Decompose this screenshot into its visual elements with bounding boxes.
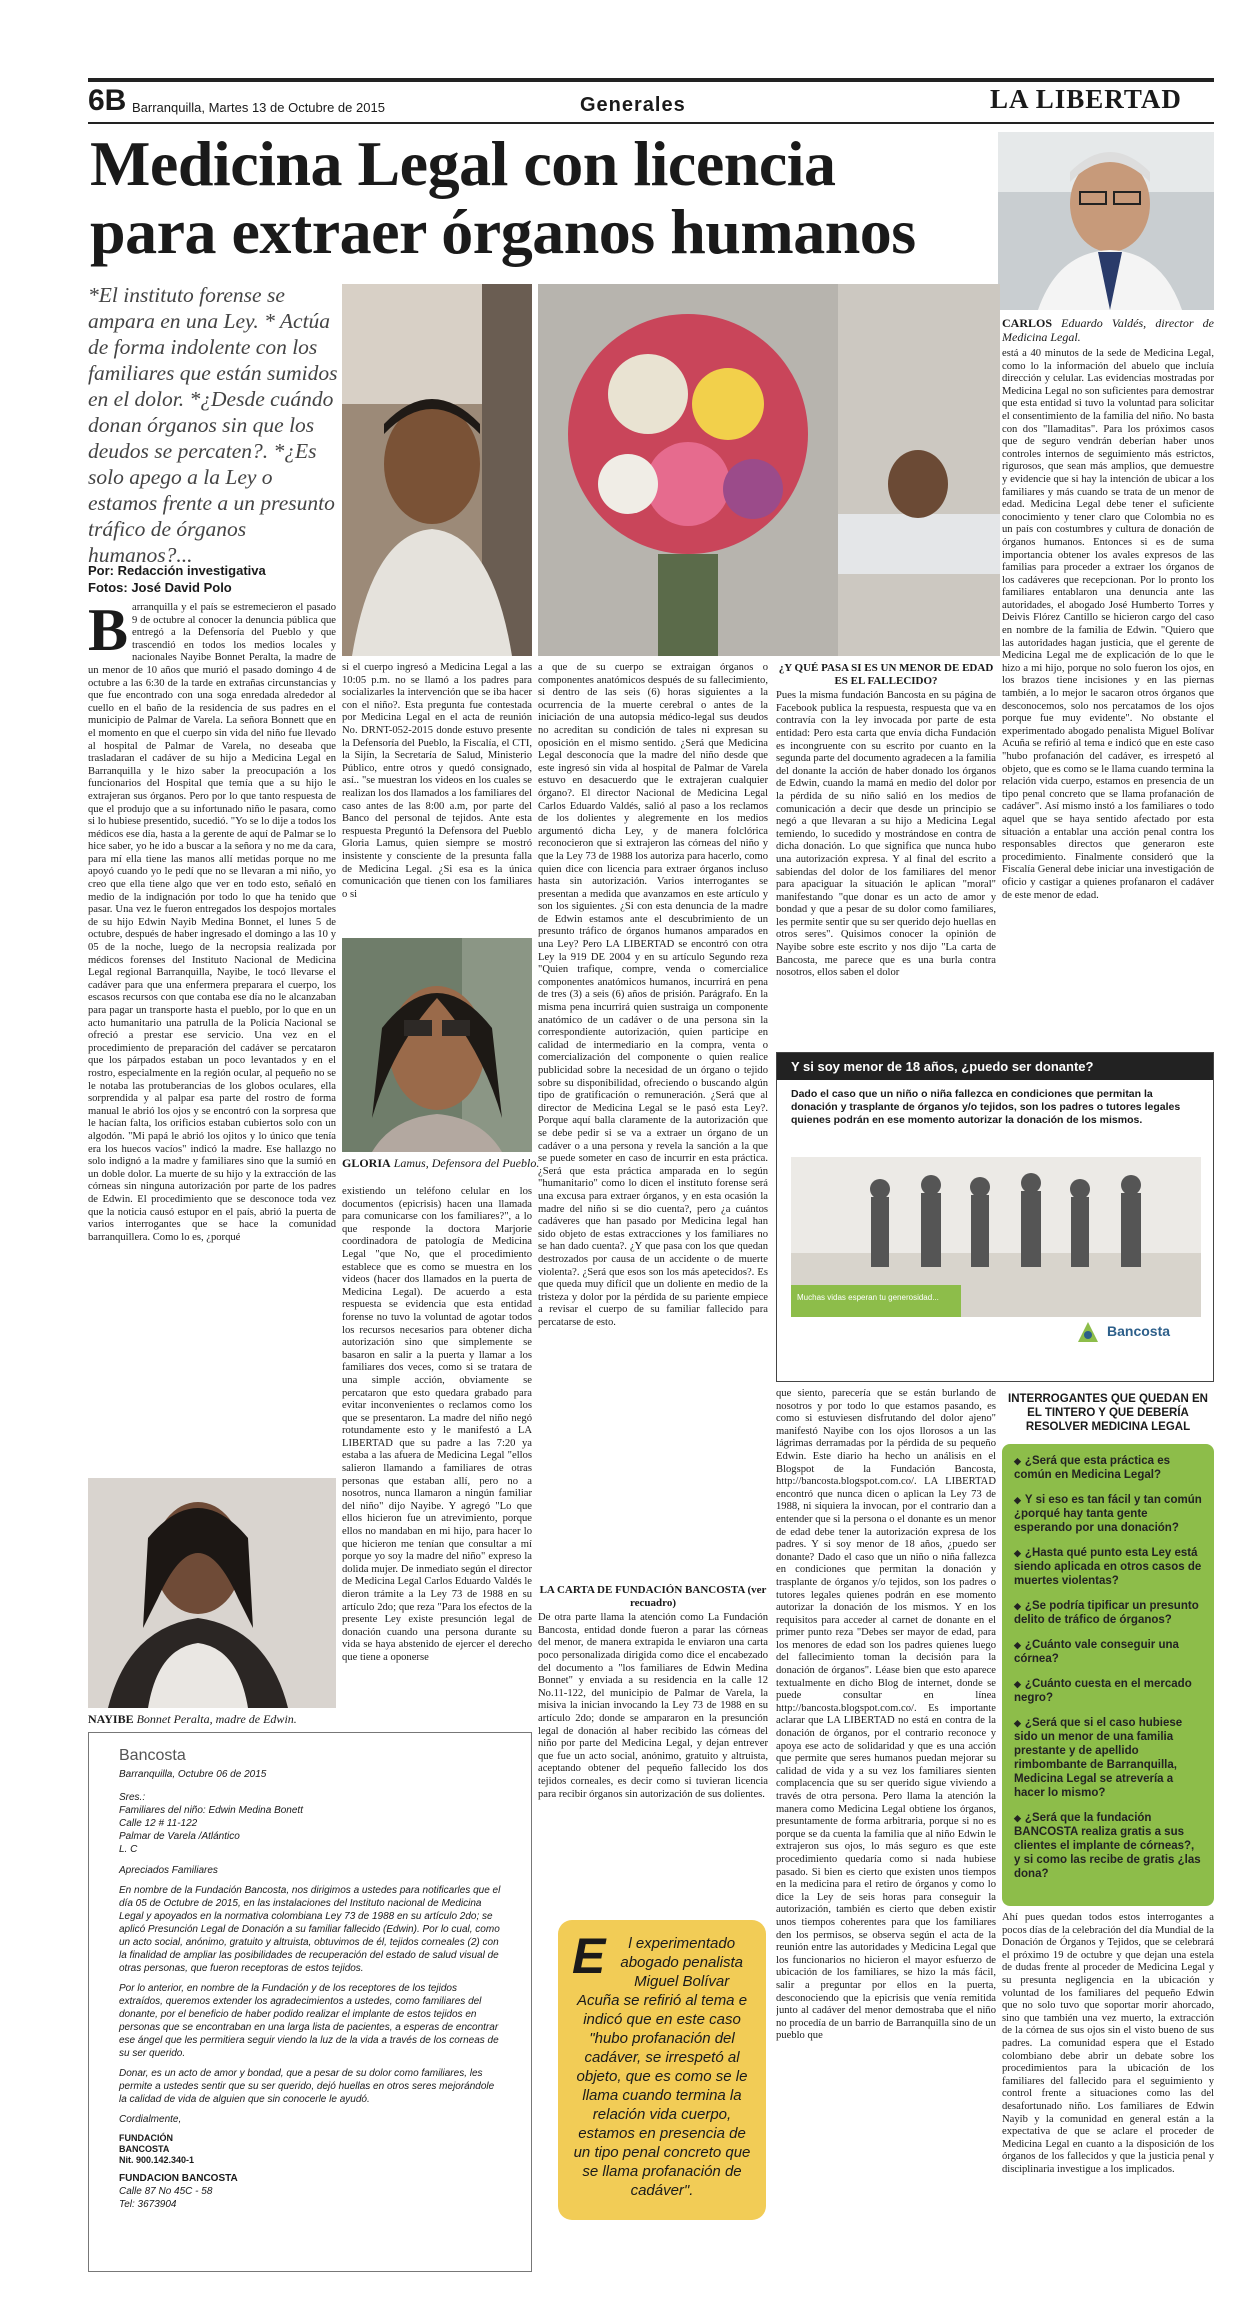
bancosta-letter [88,1732,532,2272]
letter-address-line: L. C [119,1844,138,1855]
sidebar-question: ◆ ¿Cuánto cuesta en el mercado negro? [1014,1677,1202,1705]
bancosta-ad-title: Y si soy menor de 18 años, ¿puedo ser donante? [777,1053,1213,1080]
sidebar-question: ◆ ¿Hasta qué punto esta Ley está siendo aplicada en otros casos de muertes violentas? [1014,1546,1202,1588]
article-column-1 [88,602,336,1474]
letter-address [119,1791,501,1856]
bancosta-logo: Bancosta [1107,1323,1171,1339]
photo-carlos-valdes [998,132,1214,310]
article-column-3-text: a que de su cuerpo se extraigan órganos o componentes anatómicos después de su fallecimiento, si dentro de las seis (6) horas siguientes a la ocurrencia de la muerte cerebral o antes de la iniciación de una autopsia médico-legal sus deudos no acreditan su condición de tales ni expresan su oposición en el mismo sentido. ¿Será que Medicina Legal desconocía que la madre del niño desde que este ingresó sin vida al hospital de Palmar de Varela estuvo en desacuerdo que le extrajeran cualquier órgano?. El director Nacional de Medicina Legal Carlos Eduardo Valdés, salió al paso a los reclamos de los dolientes y alegremente en los medios argumentó dicha Ley, y de manera folclórica reconocieron que si extrajeron las córneas del niño y que la Ley 73 de 1988 los autoriza para hacerlo, como quien dice con licencia para extraer órganos incluso hasta sin autorización. Varios interrogantes se presentan a medida que avanzamos en este artículo y son los siguientes. ¿Si con esta denuncia de la madre de Edwin estamos ante el descubrimiento de un presunto tráfico de órganos humanos amparados en una Ley? Pero LA LIBERTAD se encontró con otra Ley la 919 DE 2004 y en su artículo Segundo reza "Quien trafique, compre, venda o comercialice componentes anatómicos humanos, incurrirá en pena de tres (3) a seis (6) años de prisión. Parágrafo. En la misma pena incurrirá quien sustraiga un componente anatómico de un cadáver o de una persona sin la correspondiente autorización, quien participe en calidad de intermediario en la compra, venta o comercialización del componente o quien realice publicidad sobre la necesidad de un órgano o tejido sobre su disponibilidad, ofreciendo o buscando algún tipo de gratificación o remuneración. ¿Será que al director de Medicina Legal se le pasó esta Ley?. Porque aquí balla claramente de la autorización que se debe pedir si se va a extraer un órgano de un cadáver o a una persona y revela la sanción a la que se puede someter en caso de incurrir en esta práctica. ¿Será que esta práctica amparada en lo según "humanitario" como lo dicen el instituto forense será una excusa para extraer órganos, y en esta ocasión la madre del niño si se dio cuenta?, pero ¿a cuántos cadáveres que han pasado por Medicina legal han sido objeto de estas extracciones y los familiares no se han dado cuenta?. ¿Y que pasa con los que quedan destrozados por causa de un accidente o de muerte violenta?. ¿Será que esos son los más apetecidos?. Es que queda muy difícil que un doliente en medio de la tristeza y dolor por la pérdida de su pariente empiece a revisar el cuerpo de su familiar fallecido para percatarse de esto. [538,662,768,1328]
headline-line-1: Medicina Legal con licencia [90,128,836,199]
article-column-4-bottom-text: que siento, parecería que se están burlando de nosotros y por todo lo que estamos pasando, es como si estuviesen disfrutando del dolor ajeno" manifestó Nayibe con los ojos llorosos a un las lágrimas derramadas por la pérdida de su pequeño Edwin. Este diario ha hecho un análisis en el Blogspot de la Fundación Bancosta, http://bancosta.blogspot.com.co/. LA LIBERTAD encontró que nunca dicen o aplican la Ley 73 de 1988, ni siquiera la invocan, por el contrario dan a entender que si la persona o el donante es un menor de edad debe tener la autorización expresa de los padres. Y si soy menor de 18 años, ¿puedo ser donante? Dado el caso que un niño o niña fallezca en condiciones que permitan la donación y trasplante de órganos y/o tejidos, son los padres o tutores legales quienes podrán en ese momento autorizar la donación de los mismos. Y en los requisitos para acceder al carnet de donante en el primer punto reza "Debes ser mayor de edad, para los menores de edad son los padres quienes luego del fallecimiento toman la decisión para la donación de órganos". Léase bien que esto aparece textualmente en dicho Blog de internet, donde se puede consultar en línea http://bancosta.blogspot.com.co/. Es importante aclarar que LA LIBERTAD no está en contra de la donación de órganos, por el contrario reconoce y apoya ese acto de solidaridad y que es una acción que permite que seres humanos puedan mejorar su calidad de vida y a su vez los familiares sienten complacencia que su ser querido sigue viviendo a través de otra persona. Pero llama la atención la manera como Medicina Legal obtiene los órganos, presuntamente de forma arbitraria, porque si no es porque se da cuenta la familia que al niño Edwin le extrajeron sus ojos, lo más seguro es que este procedimiento quedaría como si nada hubiese pasado. Si bien es cierto que existen unos tiempos en la medicina para el retiro de órganos y como lo dice la Ley de seis horas para conseguir la autorización, también es cierto que deben existir unos tiempos coherentes para que los familiares den los permisos, se observa según el acta de la reunión entre las autoridades y Medicina Legal que los funcionarios no hicieron el mayor esfuerzo de ubicación de los familiares, se hizo la más fácil, salir a preguntar por ellos en la puerta, desconociendo que la epicrisis que venía remitida junto al cadáver del menor demostraba que el niño no procedía de un barrio de Barranquilla sino de un pueblo que [776,1388,996,2042]
letter-logo: Bancosta [119,1747,186,1764]
page-number: 6B [88,84,127,117]
article-column-4-top-text: Pues la misma fundación Bancosta en su página de Facebook publica la respuesta, respuesta que va en contravía con la ley invocada por parte de esta entidad: Pero esta carta que envía dicha Fundación es incongruente con su escrito por cuanto en la segunda parte del documento agradecen a la familia del donante la acción de haber donado los órganos de Edwin, cuando la mamá en medio del dolor por la pérdida de su niño salió en los medios de comunicación a decir que desde un principio se negó a que llevaran a su hijo a Medicina Legal temiendo, lo sucedido y mostrándose en contra de dicha donación. Lo que significa que nunca hubo una autorización expresa. Y al final del escrito a sabiendas del dolor de los familiares del menor para apaciguar la situación le aplican "moral" manifestando "que donar es un acto de amor y bondad y que a pesar de su dolor como familiares, les permite sentir que su ser querido dejo huellas en otros seres". Quisimos conocer la opinión de Nayibe sobre este escrito y nos dijo "La carta de Bancosta, me parece que es una burla contra nosotros, ellos saben el dolor [776,690,996,979]
letter-org-address: Calle 87 No 45C - 58 [119,2186,213,2197]
letter-paragraph: Donar, es un acto de amor y bondad, que a pesar de su dolor como familiares, les permite a ustedes sentir que su ser querido, dejó huellas en otros seres mejorándole la calidad de vida de alguien que sin conocerle le ayudó. [119,2068,495,2105]
article-column-4-bottom [776,1388,996,2270]
article-lead: *El instituto forense se ampara en una Ley. * Actúa de forma indolente con los familiares que están sumidos en el dolor. *¿Desde cuándo donan órganos sin que los deudos se percaten?. *¿Es solo apego a la Ley o estamos frente a un presunto tráfico de órganos humanos?... [88,283,338,567]
sidebar-question: ◆ ¿Cuánto vale conseguir una córnea? [1014,1638,1202,1666]
letter-address-line: Calle 12 # 11-122 [119,1818,198,1829]
article-column-4-top [776,662,996,1048]
letter-signature-stamp [119,2133,501,2166]
bancosta-ad-body: Dado el caso que un niño o niña fallezca en condiciones que permitan la donación y trasplante de órganos y/o tejidos, son los padres o tutores legales quienes podrán en ese momento autorizar la donación de los mismos. [791,1088,1181,1126]
article-column-2-bottom-text: existiendo un teléfono celular en los documentos (epicrisis) hacen una llamada para comunicarse con los familiares?", a lo que responde la doctora Marjorie coordinadora de patología de Medicina Legal "que No, que el procedimiento establece que es como se muestra en los videos (hacer dos llamados en la puerta de Medicina Legal). De acuerdo a esta respuesta se evidencia que esta entidad forense no tuvo la voluntad de agotar todos los recursos necesarios para obtener dicha autorización sino que simplemente se basaron en salir a la puerta y llamar a los familiares dos veces, como si se tratara de una simple acción, obviamente se percataron que esto quedara grabado para evitar inconvenientes o reclamos como los que se presentaron. La madre del niño negó rotundamente esto y le manifestó a LA LIBERTAD que su padre a las 7:20 ya estaba a las afuera de Medicina Legal "ellos salieron llamando a familiares de otras personas que estaban allí, pero no a nosotros, nunca llamaron a ningún familiar del niño" dijo Nayibe. Y agregó "Lo que ellos hicieron fue un atrevimiento, porque ellos no mandaban en mi hijo, para hacer lo que hicieron me tenían que consultar a mí porque yo soy la madre del niño" expreso la dolida mujer. De inmediato según el director de Medicina Legal Carlos Eduardo Valdés le dieron trámite a la Ley 73 de 1988 en su artículo 2do; que reza "Para los efectos de la presente Ley existe presunción legal de donación cuando una persona durante su vida se haya abstenido de ejercer el derecho que tiene a oponerse [342,1186,532,1663]
pull-quote [558,1920,766,2220]
article-column-5-bottom [1002,1912,1214,2270]
article-column-2-bottom [342,1186,532,1714]
dateline: Barranquilla, Martes 13 de Octubre de 2015 [132,100,385,115]
article-dropcap: B [88,602,129,663]
article-column-3 [538,662,768,1580]
sidebar-question: ◆ ¿Será que esta práctica es común en Medicina Legal? [1014,1454,1202,1482]
headline-line-2: para extraer órganos humanos [90,196,916,267]
letter-greeting: Apreciados Familiares [119,1865,218,1876]
byline: Por: Redacción investigativa [88,563,266,578]
letter-org-phone: Tel: 3673904 [119,2199,177,2210]
caption-carlos [1002,316,1214,344]
letter-paragraph: Por lo anterior, en nombre de la Fundación y de los receptores de los tejidos extraídos, queremos extender los agradecimientos a ustedes, como familiares del donante, por el beneficio de haber podido realizar el implante de estos tejidos en personas que se encontraban en una larga lista de pacientes, a esperas de encontrar ese ángel que les permitiera seguir viendo la luz de la vida a través de los corneas de su ser querido. [119,1983,499,2059]
caption-gloria-text: Lamus, Defensora del Pueblo. [393,1156,540,1170]
caption-carlos-text: Eduardo Valdés, director de Medicina Legal. [1002,316,1214,344]
article-column-3-section [538,1584,768,1924]
caption-gloria-name: GLORIA [342,1156,391,1170]
photo-gloria-lamus [342,938,532,1152]
caption-nayibe-name: NAYIBE [88,1712,134,1726]
letter-stamp-line: BANCOSTA [119,2144,170,2154]
bancosta-ad-footer: Muchas vidas esperan tu generosidad... [797,1293,939,1302]
letter-date: Barranquilla, Octubre 06 de 2015 [119,1769,267,1780]
sidebar-question: ◆ ¿Se podría tipificar un presunto delito de tráfico de órganos? [1014,1599,1202,1627]
photo-edwin [342,284,532,656]
article-column-1-text: arranquilla y el país se estremecieron el pasado 9 de octubre al conocer la denuncia pública que entregó a la Defensoría del Pueblo y que trascendió en todos los medios locales y nacionales Nayibe Bonnet Peralta, la madre de un menor de 10 años que murió el pasado domingo 4 de octubre a las 6:30 de la tarde en extrañas circunstancias y que fue encontrado con una soga enredada alrededor al cuello en el baño de la residencia de sus padres en el municipio de Palmar de Varela. La señora Bonnett que en el momento en que el cuerpo sin vida del niño fue llevado al hospital de Palmar de Varela, no deseaba que trasladaran el cadáver de su hijo a Medicina Legal en Barranquilla y le hizo saber la preocupación a los funcionarios del Hospital que temía que a su hijo le extrajeran sus órganos. Pero por lo que tanto respuesta de que el produjo que a su infortunado niño le pasara, como si lo hubiese presentido, sucedió. "Yo se lo dije a todos los médicos ese día, hasta a la gerente de aquí de Palmar se lo hice saber, yo he ido a buscar a la señora y no me da cara, para mí ella tiene las manos allí metidas porque no me apoyó cuando yo le pedí que no se llevaran a mi niño, yo creo que ella tiene algo que ver en todo esto, señaló en medio de la indignación por todo lo que ha tenido que pasar. Una vez le fueron entregados los despojos mortales de su hijo Edwin Nayib Medina Bonnet, el lunes 5 de octubre, después de haber ingresado el domingo a las 10 y 05 de la noche, luego de la necropsia realizada por médicos forenses del Instituto Nacional de Medicina Legal regional Barranquilla, Nayibe, le tocó llevarse el cadáver para que una enfermera preparara el cuerpo, los escasos recursos con que contaba ese día no le alcanzaban para pagar un transporte hasta el pueblo, por lo que en un acto humanitario una patrulla de la Policía Nacional se ofreció a prestar ese servicio. Una vez en el procedimiento de preparación del cadáver se percataron que los párpados estaban un poco levantados y en el rostro, especialmente en la región ocular, al pequeño no se le notaba las protuberancias de los globos oculares, ella sorprendida y al palpar esa parte del rostro de forma manual le abrió los ojos y se encontró con la sorpresa que le hacían falta, los orificios estaban cubiertos solo con un algodón. "Mi papá le abrió los ojitos y lo único que tenía era los huecos vacíos" indicó la madre. Ese hallazgo no solo indignó a la madre y familiares sino que la sumió en un doble dolor. La muerte de su hijo y la extracción de las córneas sin ninguna autorización por parte de los padres de Edwin. El procedimiento que se desconoce toda vez que la noticia causó estupor en el país, abrió la puerta de varios interrogantes que se hace la comunidad barranquillera. Como lo es, ¿porqué [88,602,336,1243]
letter-address-line: Palmar de Varela /Atlántico [119,1831,240,1842]
masthead-rule [88,122,1214,124]
sidebar-question: ◆ ¿Será que si el caso hubiese sido un menor de una familia prestante y de apellido rimbombante de Barranquilla, Medicina Legal se atrevería a hacer lo mismo? [1014,1716,1202,1800]
article-column-2-top [342,662,532,936]
pull-quote-text: l experimentado abogado penalista Miguel Bolívar Acuña se refirió al tema e indicó que en este caso "hubo profanación del cadáver, se irrespetó al objeto, que es como se le llama cuando termina la relación vida cuerpo, estamos en presencia de un tipo penal concreto que se llama profanación de cadáver". [573,1935,751,2199]
photo-nayibe [88,1478,336,1708]
subhead-menor-de-edad: ¿Y QUÉ PASA SI ES UN MENOR DE EDAD ES EL FALLECIDO? [778,662,994,687]
sidebar-question: ◆ Y si eso es tan fácil y tan común ¿porqué hay tanta gente esperando por una donación? [1014,1493,1202,1535]
article-column-2-top-text: si el cuerpo ingresó a Medicina Legal a las 10:05 p.m. no se llamó a los padres para socializarles la intervención que se iba hacer con el niño?. Esta pregunta fue contestada por Medicina Legal en el acta de reunión No. DRNT-052-2015 donde estuvo presente la Defensoría del Pueblo, la Fiscalía, el CTI, la Sijín, la Secretaría de Salud, Ministerio Público, entre otros y quedó consignado, así.. "se muestran los videos en los cuales se realizan los dos llamados a los familiares del caso antes de las 8:00 a.m, por parte del Banco del personal de tejidos. Ante esta respuesta Preguntó la Defensora del Pueblo Gloria Lamus, quien siempre se mostró insistente y consciente de la presunta falla de Medicina Legal. ¿Si esa es la única comunicación que tienen con los familiares o si [342,662,532,900]
caption-gloria [342,1156,542,1170]
letter-address-line: Familiares del niño: Edwin Medina Bonett [119,1805,303,1816]
section-name: Generales [580,94,686,116]
headline [90,130,990,266]
pull-quote-dropcap: E [572,1928,606,1984]
sidebar-title: INTERROGANTES QUE QUEDAN EN EL TINTERO Y QUE DEBERÍA RESOLVER MEDICINA LEGAL [1008,1393,1208,1433]
photo-credit: Fotos: José David Polo [88,580,232,595]
photo-funeral-flowers [538,284,1000,656]
caption-carlos-name: CARLOS [1002,316,1053,330]
article-column-5-top [1002,316,1214,1048]
top-rule [88,78,1214,82]
article-column-3-section-text: De otra parte llama la atención como La Fundación Bancosta, entidad donde fueron a parar las córneas del menor, de manera extrapida le enviaron una carta poco personalizada dirigida como dice el encabezado del documento a "los familiares de Edwin Medina Bonnet" y enviada a su residencia en la calle 12 No.11-122, del municipio de Palmar de Varela, la misiva la inician invocando la Ley 73 de 1988 en su artículo 2do; donde se ampararon en la presunción legal de donación al haber recibido las córneas del niño por parte del Medicina Legal, y dejan entrever que fue un acto social, anónimo, gratuito y altruista, aceptando obtener del pequeño fallecido los dos tejidos corneales, es decir como si tuvieran licencia para recibir órganos sin autorización de sus dolientes. [538,1612,768,1800]
letter-address-line: Sres.: [119,1792,146,1803]
sidebar-question: ◆ ¿Será que la fundación BANCOSTA realiza gratis a sus clientes el implante de córneas?, y si como las recibe de gratis ¿las dona? [1014,1811,1202,1881]
caption-nayibe [88,1712,338,1726]
letter-stamp-line: FUNDACIÓN [119,2133,173,2143]
letter-closing: Cordialmente, [119,2114,182,2125]
article-column-5-bottom-text: Ahí pues quedan todos estos interrogantes a pocos días de la celebración del día Mundial de la Donación de Órganos y Tejidos, que se celebrará el próximo 19 de octubre y que dejan una estela de dudas frente al proceder de Medicina Legal y su presunta negligencia en la ubicación y voluntad de los familiares del pequeño Edwin que no solo tuvo que soportar morir ahorcado, sino que también una vez muerto, la extracción de la córnea de sus ojos sin el visto bueno de sus padres. La comunidad espera que el Estado colombiano debe abrir un debate sobre los procedimientos para la ubicación de los familiares del fallecido para el seguimiento y control frente a situaciones como las del desafortunado niño. Los familiares de Edwin Nayib y la comunidad en general están a la expectativa de que se aclare el proceder de Medicina Legal en cuanto a la disposición de los órganos de los fallecidos y que la justicia penal y disciplinaria investigue a los implicados. [1002,1912,1214,2175]
newspaper-brand: LA LIBERTAD [990,84,1182,114]
bancosta-logo-icon [1077,1321,1099,1343]
subhead-carta-bancosta: LA CARTA DE FUNDACIÓN BANCOSTA (ver recuadro) [539,1584,767,1609]
letter-organization: FUNDACION BANCOSTA [119,2173,238,2184]
bancosta-ad [776,1052,1214,1382]
letter-paragraph: En nombre de la Fundación Bancosta, nos dirigimos a ustedes para notificarles que el día 05 de Octubre de 2015, en las instalaciones del Instituto nacional de Medicina Legal y apoyados en la normativa colombiana Ley 73 de 1988 en su artículo 2do; se aplicó Presunción Legal de Donación a su familiar fallecido (Edwin). Por lo cual, como un acto social, anónimo, gratuito y altruista, obtuvimos de él, tejidos corneales (2) con la finalidad de ampliar las posibilidades de recuperación del estado de salud visual de otras personas, que fueron receptoras de estos tejidos. [119,1885,501,1974]
caption-nayibe-text: Bonnet Peralta, madre de Edwin. [136,1712,297,1726]
sidebar-questions [1002,1444,1214,1906]
letter-stamp-line: Nit. 900.142.340-1 [119,2155,195,2165]
article-column-5-top-text: está a 40 minutos de la sede de Medicina Legal, como lo la información del abuelo que incluía dirección y celular. Las evidencias mostradas por Medicina Legal no son suficientes para demostrar que esta entidad si tuvo la voluntad para solicitar el consentimiento de la familia del niño. No basta con dos "llamaditas". Para los próximos casos que de seguro vendrán deberían haber unos controles internos de seguimiento más estrictos, rigurosos, que sean más amplios, que demuestre y evidencie que si hay la intención de ubicar a los familiares y más cuando se trata de un menor de edad. Medicina Legal debe tener el suficiente conocimiento y tener claro que Colombia no es un país con costumbres y cultura de donación de órganos humanos. Entonces si es de suma importancia obtener los avales expresos de las familias para proceder a extraer los órganos de los cadáveres que recepcionan. Por lo pronto los familiares entablaron una denuncia ante las autoridades, el abogado José Humberto Torres y Deivis Flórez Cantillo se hicieron cargo del caso en nombre de la familia de Edwin. "Quiero que las autoridades hagan justicia, que el gerente de Medicina Legal me de explicación de lo que le hizo a mi hijo, porque no solo fueron los ojos, en los brazos tiene incisiones y en las piernas también, a lo mejor le sacaron otros órganos que desconocemos, solo nos percatamos de los ojos porque fue muy evidente". No obstante el experimentado abogado penalista Miguel Bolívar Acuña se refirió al tema e indicó que en este caso "hubo profanación del cadáver, es irrespetó al objeto, que es como se le llama cuando termina la relación vida cuerpo, estamos en presencia de un tipo penal concreto que se llama profanación de cadáver". Así mismo instó a los familiares o todo aquel que se haya sentido afectado por esta situación a entablar una acción penal contra los responsables directos que generaron este procedimiento. Finalmente consideró que la Fiscalía General debe iniciar una investigación de oficio y castigar a quienes profanaron el cadáver de este menor de edad. [1002,348,1214,901]
